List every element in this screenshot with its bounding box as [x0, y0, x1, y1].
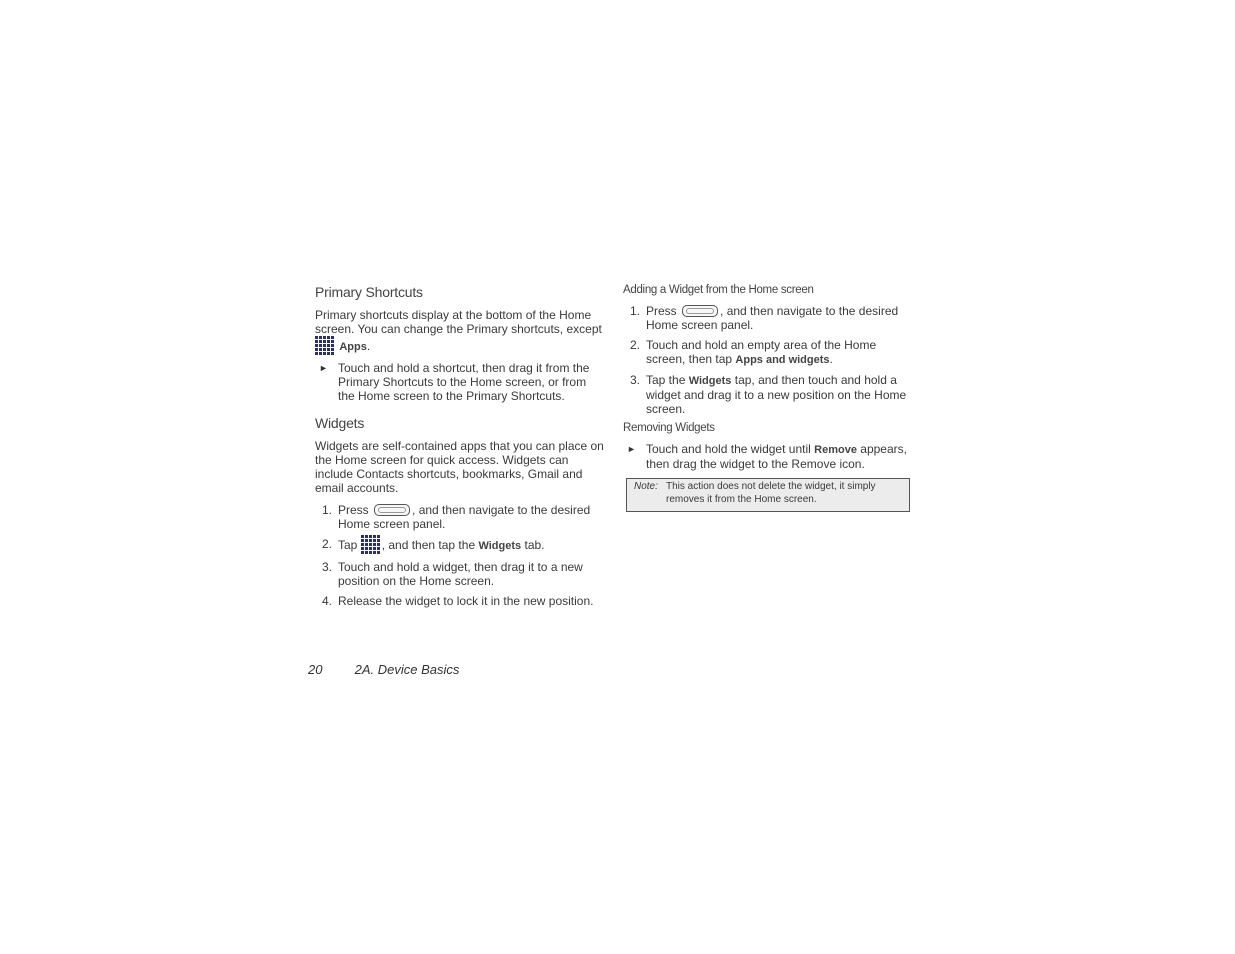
left-column [315, 284, 605, 614]
primary-shortcuts-bullet [315, 361, 605, 403]
removing-widgets-heading: Removing Widgets [623, 422, 715, 434]
note-box [626, 478, 910, 512]
page-footer [308, 662, 459, 677]
removing-widgets-bullet: ► Touch and hold the widget until Remove appears, then drag the widget to the Remove icon. [627, 442, 907, 471]
primary-shortcuts-text: Primary shortcuts display at the bottom of the Home screen. You can change the Primary shortcuts, except [315, 308, 602, 336]
list-item: 1. Press , and then navigate to the desired Home screen panel. [630, 304, 899, 332]
widgets-paragraph: Widgets are self-contained apps that you can place on the Home screen for quick access. Widgets can include Contacts shortcuts, bookmarks, Gmail and email accounts. [315, 439, 604, 495]
list-item: 3. Tap the Widgets tap, and then touch and hold a widget and drag it to a new position on the Home screen. [630, 373, 907, 416]
adding-widget-heading: Adding a Widget from the Home screen [623, 284, 814, 296]
primary-shortcuts-bullet-text: Touch and hold a shortcut, then drag it from the Primary Shortcuts to the Home screen, or from the Home screen to the Primary Shortcuts. [338, 361, 590, 403]
list-item: 4. Release the widget to lock it in the new position. [322, 594, 594, 608]
apps-grid-icon [361, 535, 380, 554]
apps-period: . [366, 339, 371, 353]
home-key-icon [374, 504, 410, 516]
widgets-heading: Widgets [315, 415, 365, 431]
adding-steps-list [623, 304, 913, 416]
list-item: 1. Press , and then navigate to the desired Home screen panel. [322, 503, 591, 531]
list-item: 3. Touch and hold a widget, then drag it to a new position on the Home screen. [322, 560, 583, 588]
primary-shortcuts-paragraph [315, 308, 605, 355]
note-label: Note: [634, 481, 658, 492]
right-column [623, 284, 913, 512]
apps-grid-icon [315, 336, 334, 355]
home-key-icon [682, 305, 718, 317]
page-number: 20 [308, 662, 323, 677]
triangle-bullet-icon: ► [319, 363, 328, 373]
list-item: 2. Tap , and then tap the Widgets tab. [322, 537, 545, 552]
list-item: 2. Touch and hold an empty area of the Home screen, then tap Apps and widgets. [630, 338, 877, 366]
section-title: 2A. Device Basics [354, 662, 460, 677]
apps-label: Apps [339, 341, 367, 353]
primary-shortcuts-heading: Primary Shortcuts [315, 284, 423, 300]
triangle-bullet-icon: ► [627, 444, 636, 454]
widgets-steps-list [315, 503, 605, 608]
note-text: This action does not delete the widget, it simply removes it from the Home screen. [666, 481, 876, 505]
